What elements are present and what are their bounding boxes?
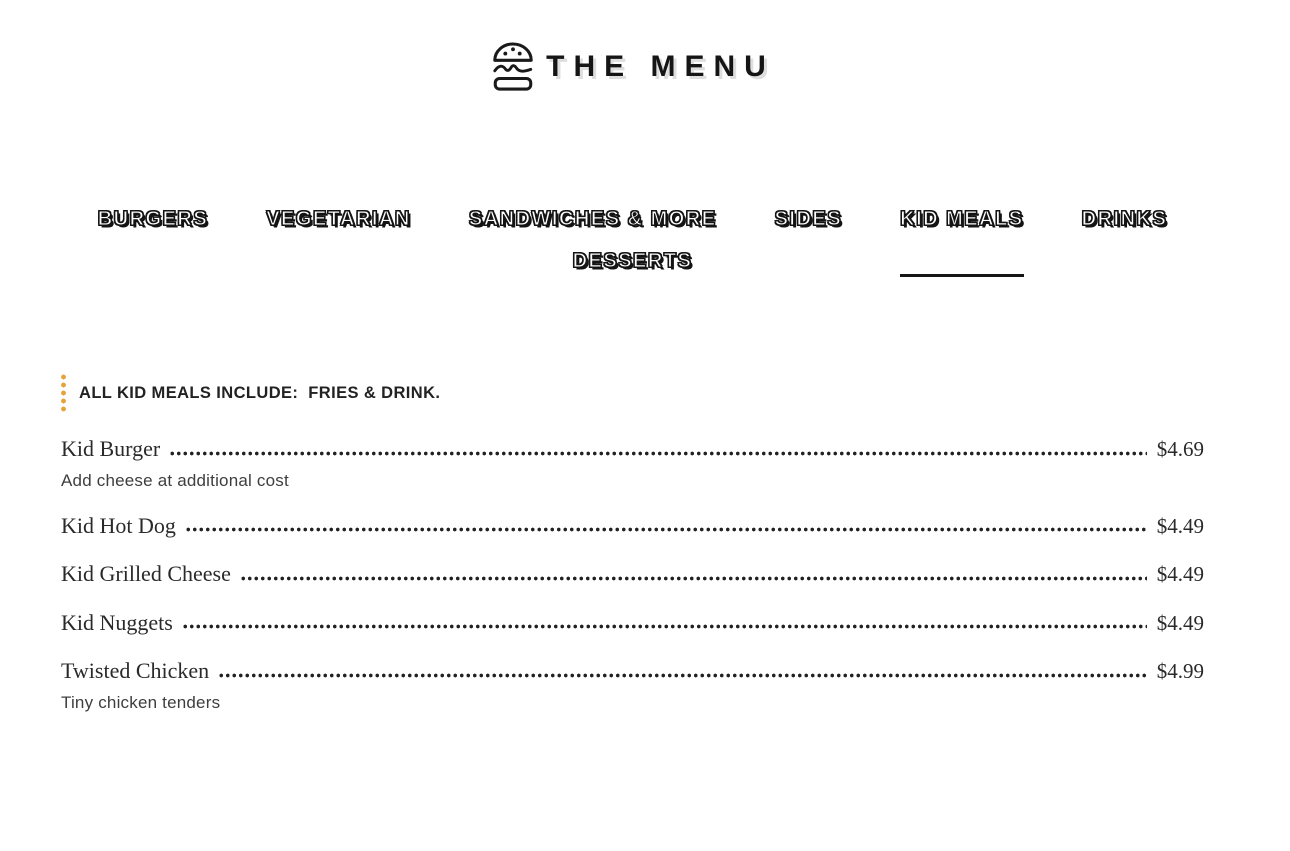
kid-meals-section	[61, 373, 1204, 713]
tab-kid-meals-label: KID MEALS	[900, 208, 1024, 230]
nav-row-2	[61, 250, 1204, 273]
tab-desserts[interactable]: DESSERTS	[572, 250, 693, 272]
tab-burgers[interactable]: BURGERS	[97, 208, 209, 230]
site-header	[61, 0, 1204, 96]
menu-item	[61, 609, 1204, 637]
menu-item-row	[61, 435, 1204, 463]
menu-category-nav	[61, 208, 1204, 273]
item-price: $4.49	[1156, 562, 1204, 587]
tab-kid-meals[interactable]	[900, 208, 1024, 231]
item-name: Kid Grilled Cheese	[61, 561, 231, 586]
menu-item	[61, 560, 1204, 588]
page-wrapper	[61, 0, 1204, 713]
item-name: Kid Nuggets	[61, 609, 173, 635]
section-note-text: ALL KID MEALS INCLUDE: FRIES & DRINK.	[79, 383, 441, 402]
tab-drinks[interactable]: DRINKS	[1081, 208, 1168, 230]
item-name: Twisted Chicken	[61, 658, 210, 683]
dotted-leader	[218, 673, 1147, 678]
tab-sandwiches-more[interactable]: SANDWICHES & MORE	[468, 208, 717, 230]
menu-item-row	[61, 560, 1204, 588]
item-name: Kid Burger	[61, 436, 161, 461]
orange-dots-accent	[61, 373, 66, 413]
tab-sides[interactable]: SIDES	[774, 208, 843, 230]
item-price: $4.69	[1156, 437, 1204, 462]
item-price: $4.49	[1156, 610, 1204, 635]
item-name: Kid Hot Dog	[61, 512, 176, 538]
item-price: $4.49	[1156, 513, 1204, 538]
dotted-leader	[182, 624, 1147, 629]
burger-icon	[490, 38, 536, 96]
menu-item	[61, 435, 1204, 491]
menu-item-row	[61, 657, 1204, 685]
section-note	[61, 373, 1204, 413]
menu-item	[61, 657, 1204, 713]
menu-item-row	[61, 609, 1204, 637]
menu-item	[61, 512, 1204, 540]
item-price: $4.99	[1156, 659, 1204, 684]
dotted-leader	[185, 527, 1147, 532]
tab-vegetarian[interactable]: VEGETARIAN	[266, 208, 411, 230]
page-title: THE MENU	[546, 50, 775, 83]
item-description: Add cheese at additional cost	[61, 470, 289, 490]
dotted-leader	[169, 451, 1147, 456]
item-description: Tiny chicken tenders	[61, 692, 221, 712]
nav-row-1	[61, 208, 1204, 231]
active-tab-underline	[900, 274, 1024, 277]
dotted-leader	[240, 576, 1147, 581]
menu-item-row	[61, 512, 1204, 540]
